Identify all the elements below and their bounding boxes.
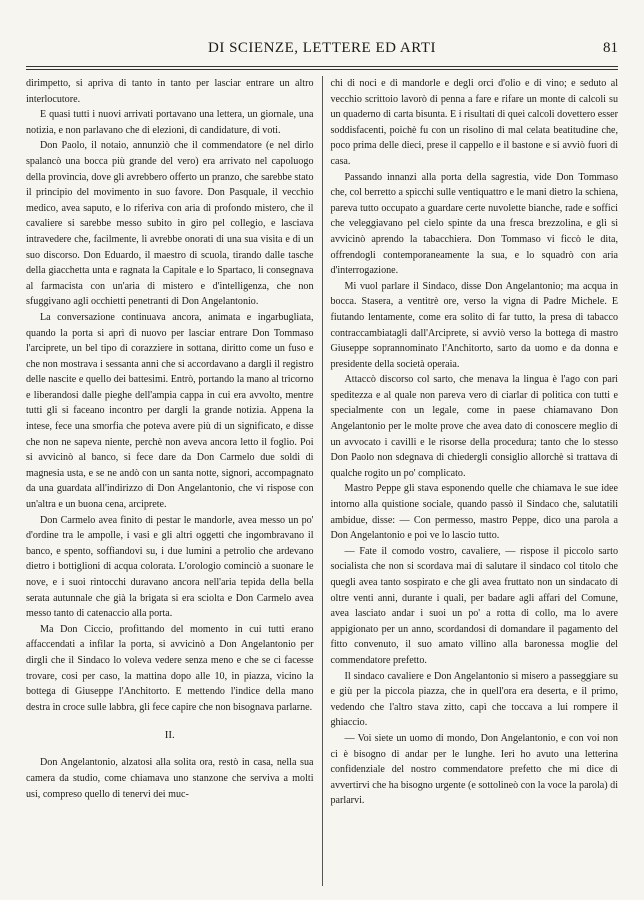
paragraph: Don Angelantonio, alzatosi alla solita ora, restò in casa, nella sua camera da studio, come chiamava uno stanzone che serviva a molti usi, compreso quello di tenervi dei muc- xyxy=(26,757,314,800)
left-column xyxy=(26,76,322,886)
header-rule xyxy=(26,66,618,67)
paragraph: Il sindaco cavaliere e Don Angelantonio si misero a passeggiare su e giù per la piccola piazza, che in quell'ora era deserta, e il primo, vedendo che l'altro stava zitto, capì che toccava a lui rompere il ghiaccio. xyxy=(330,670,618,729)
paragraph: Passando innanzi alla porta della sagrestia, vide Don Tommaso che, col berretto a spicchi sulle ventiquattro e le mani dietro la schiena, pareva tutto occupato a guardare certe nuvolette bianche, rade e soffici che veleggiavano pel cielo spinte da una fresca brezzolina, e gli si avvicinò aprendo la tabacchiera. Don Tommaso vi ficcò le dita, offrendogli contemporaneamente la sua, e lo squadrò con aria d'interrogazione. xyxy=(330,171,618,277)
header-rule-secondary xyxy=(26,69,618,70)
page-header xyxy=(26,40,618,62)
paragraph: — Voi siete un uomo di mondo, Don Angelantonio, e con voi non ci è bisogno di andar per le lunghe. Ieri ho avuto una letterina confidenziale del nostro commendatore prefetto che mi dice di avvertirvi che ha bisogno urgente (e sottolineò con la voce la parola) di parlarvi. xyxy=(330,732,618,807)
paragraph: Ma Don Ciccio, profittando del momento in cui tutti erano affaccendati a infilar la porta, si avvicinò a Don Angelantonio per dirgli che il Sindaco lo voleva vedere senza meno e che se ci facesse trovare, cosi per caso, la mattina dopo alle 10, in piazza, vicino la bottega di Giuseppe l'Anchitorto. E mettendo l'indice della mano destra in croce sulle labbra, gli fece capire che non bisognava parlarne. xyxy=(26,623,314,713)
paragraph: dirimpetto, si apriva di tanto in tanto per lasciar entrare un altro interlocutore. xyxy=(26,78,314,105)
paragraph: Mi vuol parlare il Sindaco, disse Don Angelantonio; ma acqua in bocca. Stasera, a ventitrè ore, verso la vigna di Padre Michele. E fiutando lentamente, come era solito di far tutto, la presa di tabacco contraccambiatagli dall'Arciprete, si avviò verso la bottega di mastro Giuseppe soprannominato l'Anchitorto, sarto da uomo e da donna e presidente della società operaia. xyxy=(330,280,618,370)
section-heading: II. xyxy=(164,729,175,742)
paragraph: E quasi tutti i nuovi arrivati portavano una lettera, un giornale, una notizia, e non parlavano che di elezioni, di candidature, di voti. xyxy=(26,109,314,136)
running-head: DI SCIENZE, LETTERE ED ARTI xyxy=(208,40,436,56)
page-number: 81 xyxy=(603,40,618,56)
paragraph: Attaccò discorso col sarto, che menava la lingua è l'ago con pari speditezza e al quale non pareva vero di ciarlar di politica con tutti e specialmente con un legale, come in paese chiamavano Don Angelantonio per le molte prove che avea dato di conoscere meglio di un avvocato i cavilli e le risorse della procedura; tanto che lo stesso Don Paolo non sdegnava di chiedergli consiglio allorchè si trattava di qualche rogito un po' complicato. xyxy=(330,374,618,479)
right-column xyxy=(322,76,619,886)
paragraph: Don Carmelo avea finito di pestar le mandorle, avea messo un po' d'ordine tra le ampolle, i vasi e gli altri oggetti che ingombravano il banco, e spento, soffiandovi su, i due lumini a petrolio che ardevano dietro i bottiglioni di acqua colorata. L'orologio cominciò a suonare le nove, e i suoi rintocchi duravano ancora nell'aria tepida della bella serata autunnale che già la brigata si era sciolta e Don Carmelo avea messo tanto di catenaccio alla porta. xyxy=(26,514,314,620)
paragraph: chi di noci e di mandorle e degli orci d'olio e di vino; e seduto al vecchio scrittoio lavorò di penna a fare e rifare un monte di calcoli su un quaderno di carta bisunta. E i risultati di quei calcoli dovettero esser soddisfacenti, poichè fu con un risolino di mal celata beatitudine che, poco prima delle dieci, prese il cappello e il bastone e si avviò fuori di casa. xyxy=(330,78,618,167)
paragraph: — Fate il comodo vostro, cavaliere, — rispose il piccolo sarto socialista che non si scordava mai di salutare il sindaco col titolo che quegli avea tanto sospirato e che gli avea fruttato non un sindacato di oltre venti anni, durante i quali, per badare agli affari del Comune, avea lasciato andar i suoi un po' a rotta di collo, ma lo avere appigionato per un anno, scordandosi di domandare il pagamento del fitto convenuto, il suo amato villino alla baronessa moglie del commendatore prefetto. xyxy=(330,545,618,666)
paragraph: Mastro Peppe gli stava esponendo quelle che chiamava le sue idee intorno alla quistione sociale, quando passò il Sindaco che, salutatili ambidue, disse: — Con permesso, mastro Peppe, dico una parola a Don Angelantonio e poi ve lo lascio tutto. xyxy=(330,483,618,542)
text-columns xyxy=(26,76,618,886)
paragraph: Don Paolo, il notaio, annunziò che il commendatore (e nel dirlo spalancò una bocca più grande del vero) era arrivato nel capoluogo della provincia, dove gli avrebbero offerto un pranzo, che sarebbe stato il principio del movimento in suo favore. Don Pasquale, il vecchio medico, avea saputo, e lo riferiva con aria di profondo mistero, che il cavaliere si sarebbe messo subito in giro pel collegio, e lasciava intravedere che, facilmente, li avrebbe onorati di una sua visita e di un suo discorso. Don Eduardo, il maestro di scuola, tirando dalle tasche della giacchetta unta e ragnata la Capitale e lo Spartaco, li consegnava al farmacista con un'aria di mistero e d'intelligenza, che non sfuggivano agli occhietti penetranti di Don Angelantonio. xyxy=(26,140,314,308)
paragraph: La conversazione continuava ancora, animata e ingarbugliata, quando la porta si aprì di nuovo per lasciar entrare Don Tommaso l'arciprete, un bel tipo di corazziere in sottana, diritto come un fuso e che non mostrava i sessanta anni che si accordavano a dargli il registro delle nascite e quello dei battesimi. Entrò, portando la mano al tricorno e liberandosi dalle pieghe dell'ampia cappa in cui era avvolto, mentre tutti gli si faceano incontro per dargli la grande notizia. Appena la intese, fece una smorfia che poteva avere più di un significato, e disse che non ne sapeva niente, perchè non aveva ancora letto il foglio. Poi si avvicinò al banco, si fece dare da Don Carmelo due soldi di magnesia usta, e se ne andò con un santa notte, signori, accompagnato da una guardata all'indirizzo di Don Angelantonio, che vi rispose con un'altra e un buona cena, arciprete. xyxy=(26,311,314,511)
